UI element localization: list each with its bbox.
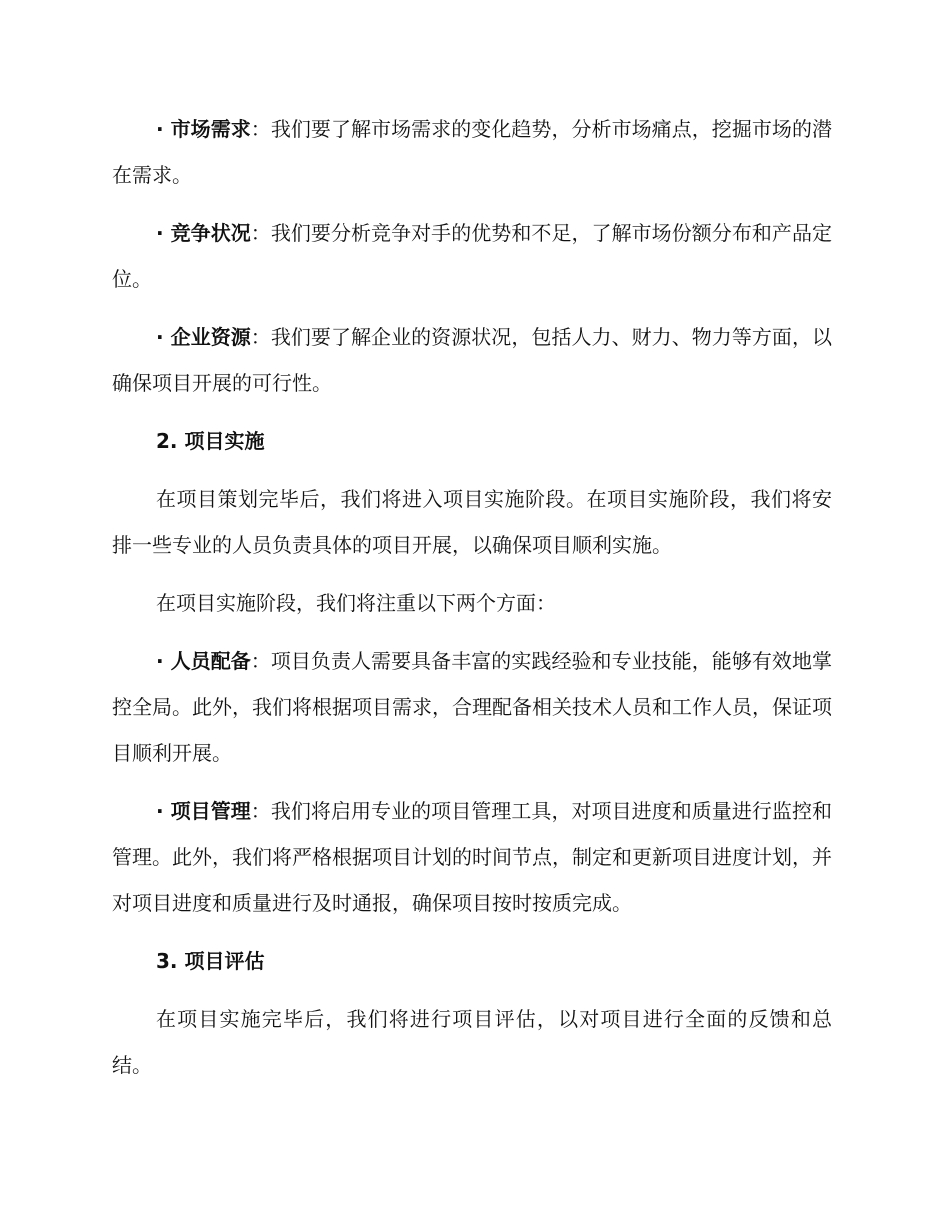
bullet-term: · 企业资源: [156, 325, 251, 349]
bullet-term: · 竞争状况: [156, 221, 251, 245]
section-heading-evaluation: 3. 项目评估: [156, 949, 265, 973]
bullet-text: 项目负责人需要具备丰富的实践经验和专业技能，能够有效地掌控全局。此外，我们将根据项目需求，合理配备相关技术人员和工作人员，保证项目顺利开展。: [112, 649, 833, 765]
bullet-colon: ：: [250, 799, 271, 823]
bullet-text: 我们要分析竞争对手的优势和不足，了解市场份额分布和产品定位。: [112, 221, 833, 291]
bullet-text: 我们将启用专业的项目管理工具，对项目进度和质量进行监控和管理。此外，我们将严格根据项目计划的时间节点，制定和更新项目进度计划，并对项目进度和质量进行及时通报，确保项目按时按质完成。: [112, 799, 833, 915]
bullet-term: · 人员配备: [156, 649, 251, 673]
paragraph: 在项目实施阶段，我们将注重以下两个方面：: [156, 591, 556, 615]
bullet-colon: ：: [250, 649, 271, 673]
section-heading-implementation: 2. 项目实施: [156, 429, 265, 453]
document-body: [112, 106, 832, 1100]
bullet-term: · 项目管理: [156, 799, 251, 823]
bullet-colon: ：: [250, 117, 271, 141]
bullet-staffing: [112, 638, 832, 776]
bullet-colon: ：: [250, 325, 271, 349]
bullet-text: 我们要了解企业的资源状况，包括人力、财力、物力等方面，以确保项目开展的可行性。: [112, 325, 833, 395]
bullet-project-management: [112, 788, 832, 926]
bullet-competition: [112, 210, 832, 302]
paragraph: 在项目实施完毕后，我们将进行项目评估，以对项目进行全面的反馈和总结。: [112, 1007, 832, 1077]
paragraph: 在项目策划完毕后，我们将进入项目实施阶段。在项目实施阶段，我们将安排一些专业的人员负责具体的项目开展，以确保项目顺利实施。: [112, 487, 832, 557]
bullet-colon: ：: [250, 221, 271, 245]
bullet-text: 我们要了解市场需求的变化趋势，分析市场痛点，挖掘市场的潜在需求。: [112, 117, 833, 187]
bullet-market-demand: [112, 106, 832, 198]
bullet-term: · 市场需求: [156, 117, 251, 141]
bullet-enterprise-resources: [112, 314, 832, 406]
